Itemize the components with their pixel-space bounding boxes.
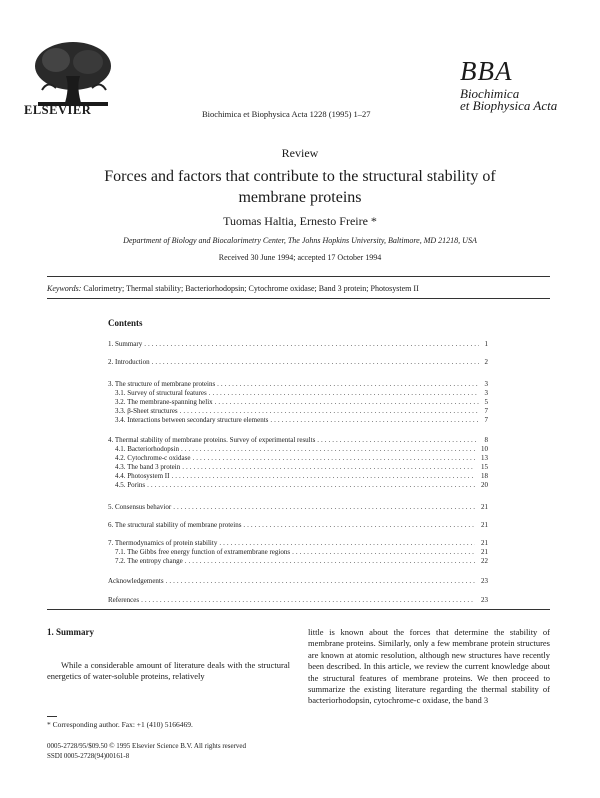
bba-name-line2: et Biophysica Acta	[460, 98, 558, 113]
article-type: Review	[281, 146, 319, 160]
toc-entry[interactable]: 7. Thermodynamics of protein stability ..... 21	[108, 539, 488, 547]
toc-entry[interactable]: 1. Summary ..... 1	[108, 340, 488, 348]
toc-entry[interactable]: 4.5. Porins ..... 20	[115, 481, 488, 489]
toc-entry[interactable]: 7.1. The Gibbs free energy function of extramembrane regions ..... 21	[115, 548, 488, 556]
divider-top	[47, 276, 550, 277]
keywords-list: Calorimetry; Thermal stability; Bacteriorhodopsin; Cytochrome oxidase; Band 3 protein; Photosystem II	[83, 284, 419, 293]
toc-entry[interactable]: 4.3. The band 3 protein ..... 15	[115, 463, 488, 471]
toc-entry[interactable]: 4.1. Bacteriorhodopsin ..... 10	[115, 445, 488, 453]
affiliation: Department of Biology and Biocalorimetry Center, The Johns Hopkins University, Baltimore, MD 21218, USA	[123, 236, 477, 245]
divider-keywords	[47, 298, 550, 299]
summary-paragraph-left: While a considerable amount of literature deals with the structural energetics of water-soluble proteins, relatively	[47, 660, 290, 682]
ssdi-line: SSDI 0005-2728(94)00161-8	[47, 751, 130, 760]
summary-paragraph-right: little is known about the forces that determine the stability of membrane proteins. Similarly, only a few membrane protein structures are known at atomic resolution, although new structures have recently been described. In this article, we review the current knowledge about the structural features of membrane proteins. We then proceed to summarize the existing literature regarding the thermal stability of bacteriorhodopsin, cytochrome-c oxidase, the band 3	[308, 627, 550, 706]
copyright-line: 0005-2728/95/$09.50 © 1995 Elsevier Science B.V. All rights reserved	[47, 742, 247, 750]
toc-entry[interactable]: 4.4. Photosystem II ..... 18	[115, 472, 488, 480]
received-dates: Received 30 June 1994; accepted 17 October 1994	[218, 253, 382, 262]
toc-entry[interactable]: 3.1. Survey of structural features ..... 3	[115, 389, 488, 397]
toc-entry[interactable]: 3.2. The membrane-spanning helix ..... 5	[115, 398, 488, 406]
bba-abbrev: BBA	[460, 56, 513, 86]
toc-entry[interactable]: 6. The structural stability of membrane proteins ..... 21	[108, 521, 488, 529]
article-title: Forces and factors that contribute to the structural stability of membrane proteins	[104, 168, 496, 206]
copyright-notice	[47, 742, 246, 761]
bba-journal-logo	[460, 56, 570, 116]
publisher-name: ELSEVIER	[24, 103, 92, 117]
toc-entry[interactable]: 3.4. Interactions between secondary structure elements ..... 7	[115, 416, 488, 424]
elsevier-tree-logo	[30, 40, 116, 112]
contents-heading: Contents	[108, 318, 143, 328]
footnote-divider	[47, 716, 57, 717]
toc-entry[interactable]: 3.3. β-Sheet structures ..... 7	[115, 407, 488, 415]
toc-entry[interactable]: 7.2. The entropy change ..... 22	[115, 557, 488, 565]
divider-contents	[47, 609, 550, 610]
summary-heading: 1. Summary	[47, 627, 94, 637]
bba-name-line1: Biochimica	[460, 86, 520, 101]
keywords-label: Keywords:	[47, 284, 82, 293]
toc-entry[interactable]: 5. Consensus behavior ..... 21	[108, 503, 488, 511]
corresponding-author-footnote: * Corresponding author. Fax: +1 (410) 5166469.	[47, 720, 193, 729]
toc-entry[interactable]: References ..... 23	[108, 596, 488, 604]
toc-entry[interactable]: 3. The structure of membrane proteins ..... 3	[108, 380, 488, 388]
toc-entry[interactable]: Acknowledgements ..... 23	[108, 577, 488, 585]
journal-reference: Biochimica et Biophysica Acta 1228 (1995) 1–27	[202, 109, 371, 119]
toc-entry[interactable]: 4. Thermal stability of membrane proteins. Survey of experimental results ..... 8	[108, 436, 488, 444]
toc-entry[interactable]: 4.2. Cytochrome-c oxidase ..... 13	[115, 454, 488, 462]
toc-entry[interactable]: 2. Introduction ..... 2	[108, 358, 488, 366]
authors: Tuomas Haltia, Ernesto Freire *	[223, 214, 377, 228]
keywords	[47, 284, 419, 293]
